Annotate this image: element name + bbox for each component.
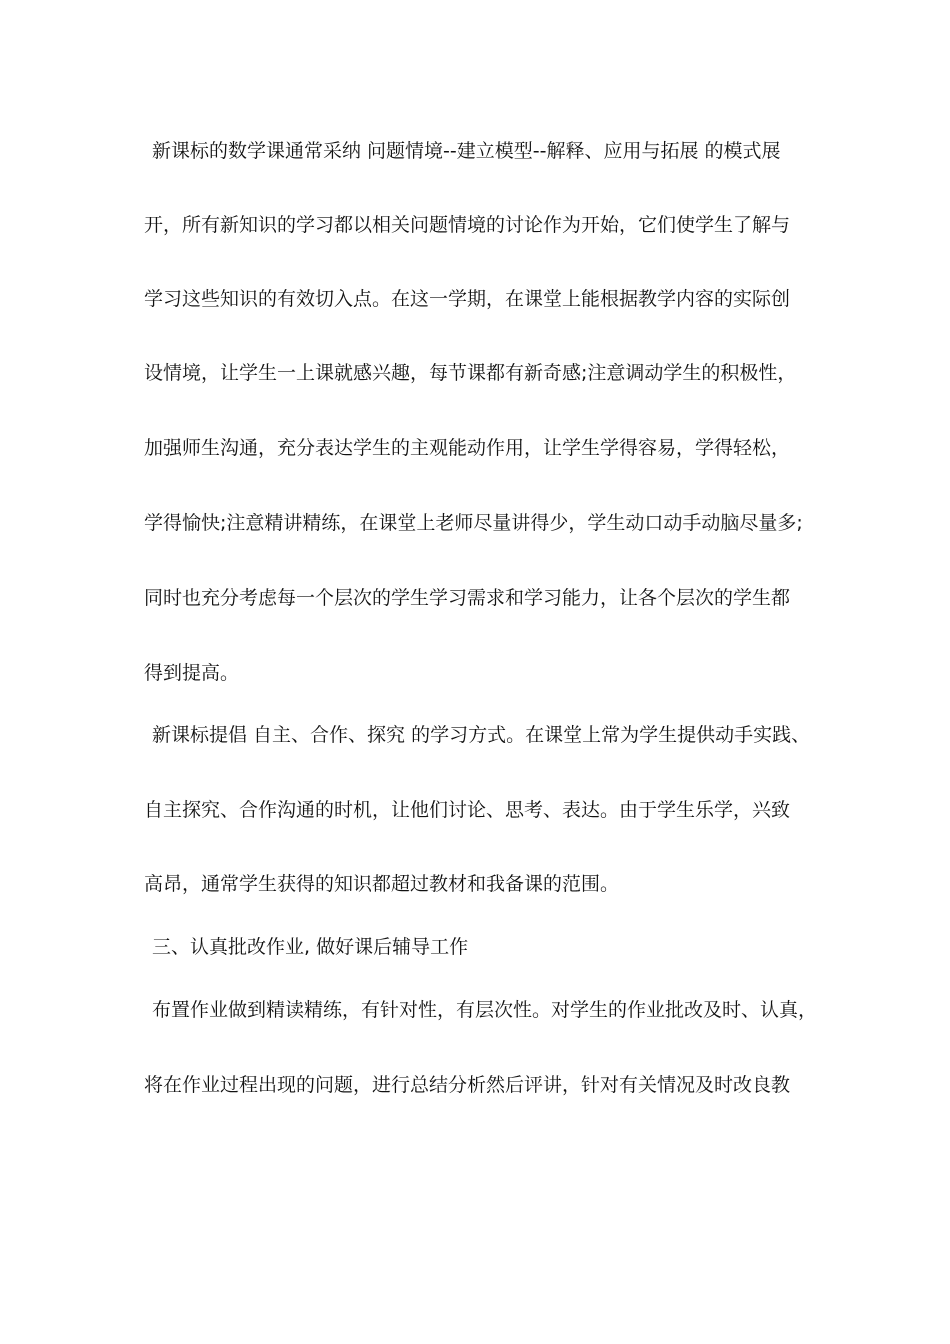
- paragraph-line: 同时也充分考虑每一个层次的学生学习需求和学习能力，让各个层次的学生都: [144, 587, 791, 609]
- paragraph-line: 布置作业做到精读精练，有针对性，有层次性。对学生的作业批改及时、认真，: [152, 999, 818, 1021]
- paragraph-line: 将在作业过程出现的问题，进行总结分析然后评讲，针对有关情况及时改良教: [144, 1074, 791, 1096]
- section-heading: 三、认真批改作业, 做好课后辅导工作: [152, 936, 469, 958]
- paragraph-line: 新课标提倡 自主、合作、探究 的学习方式。在课堂上常为学生提供动手实践、: [152, 724, 811, 746]
- paragraph-line: 自主探究、合作沟通的时机，让他们讨论、思考、表达。由于学生乐学，兴致: [144, 799, 791, 821]
- paragraph-line: 得到提高。: [144, 662, 240, 684]
- paragraph-line: 加强师生沟通，充分表达学生的主观能动作用，让学生学得容易，学得轻松，: [144, 437, 791, 459]
- paragraph-line: 学习这些知识的有效切入点。在这一学期，在课堂上能根据教学内容的实际创: [144, 288, 791, 310]
- paragraph-line: 学得愉快;注意精讲精练，在课堂上老师尽量讲得少，学生动口动手动脑尽量多;: [144, 512, 803, 534]
- paragraph-line: 新课标的数学课通常采纳 问题情境--建立模型--解释、应用与拓展 的模式展: [152, 140, 781, 162]
- paragraph-line: 设情境，让学生一上课就感兴趣，每节课都有新奇感;注意调动学生的积极性，: [144, 362, 797, 384]
- paragraph-line: 开，所有新知识的学习都以相关问题情境的讨论作为开始，它们使学生了解与: [144, 214, 791, 236]
- paragraph-line: 高昂，通常学生获得的知识都超过教材和我备课的范围。: [144, 873, 620, 895]
